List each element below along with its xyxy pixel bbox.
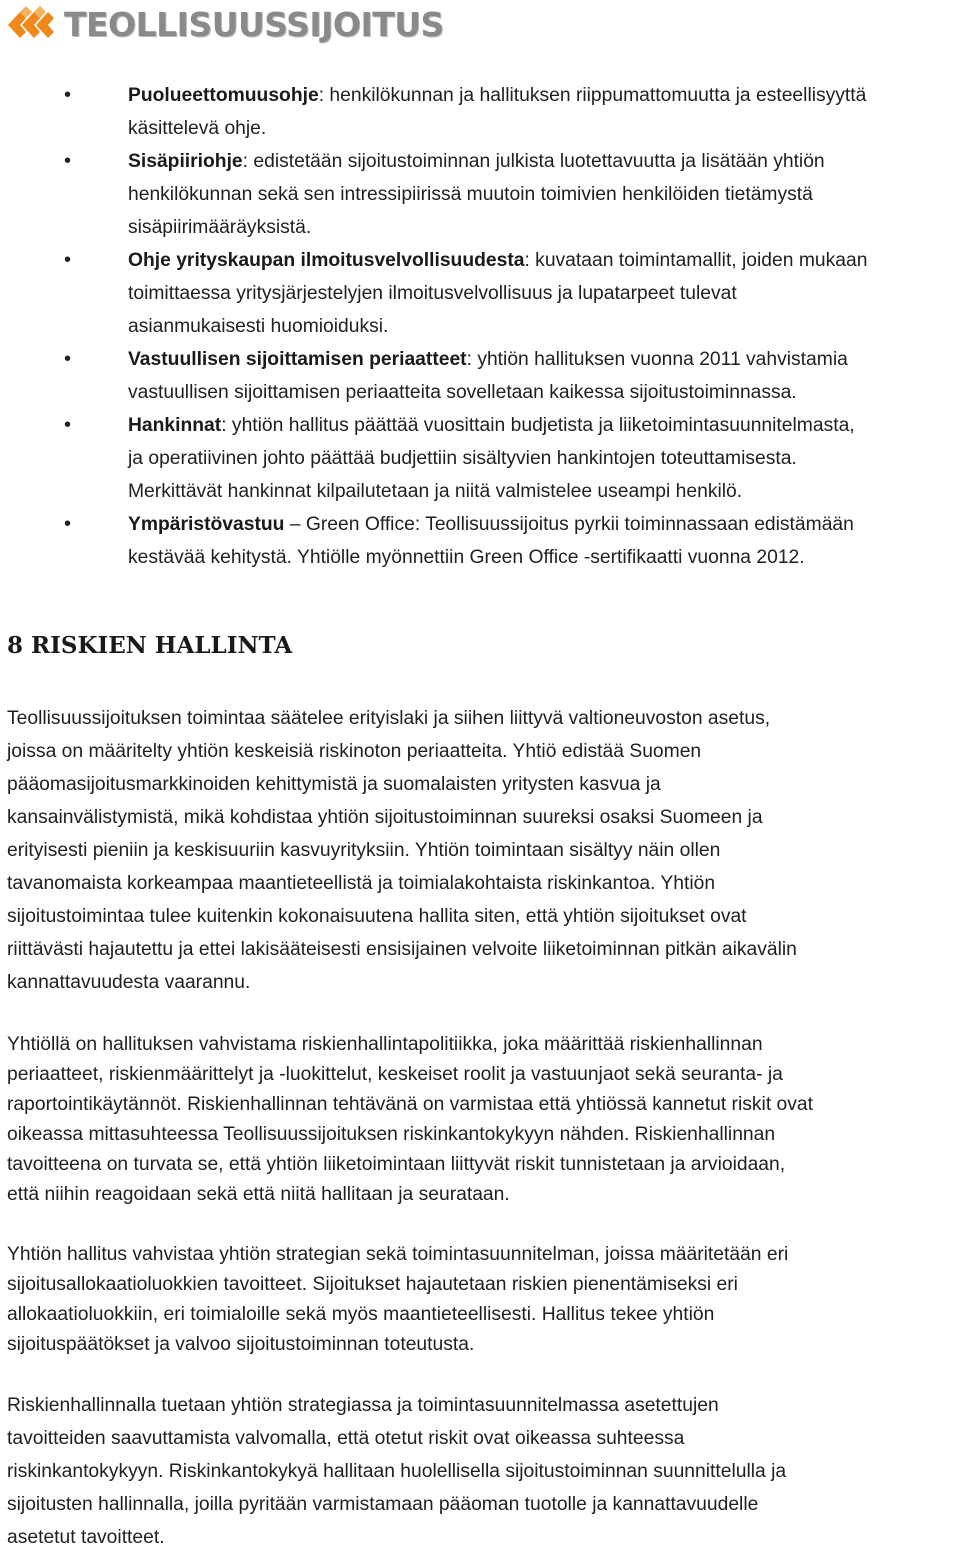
paragraph-line: sijoitustoimintaa tulee kuitenkin kokonaisuutena hallita siten, että yhtiön sijoitukset ovat [7, 906, 747, 927]
logo-mark-icon [6, 2, 62, 48]
paragraph-riskinotto [7, 702, 957, 999]
governance-bullet-list [64, 79, 960, 574]
bullet-text: asianmukaisesti huomioiduksi. [128, 316, 389, 337]
paragraph-line: pääomasijoitusmarkkinoiden kehittymistä ja suomalaisten yritysten kasvua ja [7, 774, 661, 795]
paragraph-line: tavoitteiden saavuttamista valvomalla, että otetut riskit ovat oikeassa suhteessa [7, 1428, 685, 1449]
bullet-text: : yhtiön hallituksen vuonna 2011 vahvistamia [466, 349, 848, 370]
bullet-text: toimittaessa yritysjärjestelyjen ilmoitusvelvollisuus ja lupatarpeet tulevat [128, 283, 737, 304]
bullet-icon: • [64, 249, 72, 271]
paragraph-line: asetetut tavoitteet. [7, 1527, 165, 1548]
bullet-item-hankinnat [64, 409, 960, 508]
bullet-text: henkilökunnan sekä sen intressipiirissä muutoin toimivien henkilöiden tietämystä [128, 184, 813, 205]
paragraph-line: Yhtiöllä on hallituksen vahvistama riskienhallintapolitiikka, joka määrittää riskienhallinnan [7, 1034, 763, 1055]
bullet-text: kestävää kehitystä. Yhtiölle myönnettiin Green Office -sertifikaatti vuonna 2012. [128, 547, 805, 568]
bullet-term: Ympäristövastuu [128, 514, 285, 535]
paragraph-line: riskinkantokykyyn. Riskinkantokykyä hallitaan huolellisella sijoitustoiminnan suunnittelulla ja [7, 1461, 787, 1482]
bullet-term: Puolueettomuusohje [128, 85, 319, 106]
company-logo [6, 2, 444, 48]
bullet-text: Merkittävät hankinnat kilpailutetaan ja niitä valmistelee useampi henkilö. [128, 481, 743, 502]
paragraph-line: sijoitusallokaatioluokkien tavoitteet. Sijoitukset hajautetaan riskien pienentämiseksi eri [7, 1274, 738, 1295]
paragraph-line: Yhtiön hallitus vahvistaa yhtiön strategian sekä toimintasuunnitelman, joissa määritetään eri [7, 1244, 789, 1265]
paragraph-line: Riskienhallinnalla tuetaan yhtiön strategiassa ja toimintasuunnitelmassa asetettujen [7, 1395, 719, 1416]
paragraph-line: sijoituspäätökset ja valvoo sijoitustoiminnan toteutusta. [7, 1334, 475, 1355]
paragraph-line: kannattavuudesta vaarannu. [7, 972, 251, 993]
bullet-text: : yhtiön hallitus päättää vuosittain budjetista ja liiketoimintasuunnitelmasta, [221, 415, 855, 436]
paragraph-riskienhallintapolitiikka [7, 1030, 957, 1210]
paragraph-line: että niihin reagoidaan sekä että niitä hallitaan ja seurataan. [7, 1184, 510, 1205]
bullet-term: Vastuullisen sijoittamisen periaatteet [128, 349, 467, 370]
bullet-item-vastuullinen-sijoittaminen [64, 343, 960, 409]
bullet-term: Sisäpiiriohje [128, 151, 243, 172]
bullet-text: : edistetään sijoitustoiminnan julkista luotettavuutta ja lisätään yhtiön [242, 151, 825, 172]
paragraph-strategia [7, 1240, 957, 1360]
paragraph-line: tavoitteena on turvata se, että yhtiön liiketoimintaan liittyvät riskit tunnistetaan ja arvioidaan, [7, 1154, 786, 1175]
bullet-text: vastuullisen sijoittamisen periaatteita sovelletaan kaikessa sijoitustoiminnassa. [128, 382, 797, 403]
paragraph-line: riittävästi hajautettu ja ettei lakisääteisesti ensisijainen velvoite liiketoiminnan pitkän aikavälin [7, 939, 797, 960]
bullet-text: ja operatiivinen johto päättää budjettiin sisältyvien hankintojen toteuttamisesta. [128, 448, 797, 469]
bullet-item-yrityskauppa [64, 244, 960, 343]
bullet-text: : henkilökunnan ja hallituksen riippumattomuutta ja esteellisyyttä [318, 85, 867, 106]
paragraph-line: tavanomaista korkeampaa maantieteellistä ja toimialakohtaista riskinkantoa. Yhtiön [7, 873, 716, 894]
paragraph-line: Teollisuussijoituksen toimintaa säätelee erityislaki ja siihen liittyvä valtioneuvoston asetus, [7, 708, 771, 729]
bullet-term: Ohje yrityskaupan ilmoitusvelvollisuudesta [128, 250, 525, 271]
bullet-text: sisäpiirimääräyksistä. [128, 217, 312, 238]
paragraph-line: erityisesti pieniin ja keskisuuriin kasvuyrityksiin. Yhtiön toimintaan sisältyy näin ollen [7, 840, 721, 861]
paragraph-line: allokaatioluokkiin, eri toimialoille sekä myös maantieteellisesti. Hallitus tekee yhtiön [7, 1304, 715, 1325]
bullet-icon: • [64, 84, 72, 106]
paragraph-riskinkantokyky [7, 1389, 957, 1554]
bullet-icon: • [64, 513, 72, 535]
bullet-icon: • [64, 150, 72, 172]
bullet-icon: • [64, 348, 72, 370]
paragraph-line: kansainvälistymistä, mikä kohdistaa yhtiön sijoitustoiminnan suureksi osaksi Suomeen ja [7, 807, 763, 828]
bullet-item-sisapiiriohje [64, 145, 960, 244]
paragraph-line: sijoitusten hallinnalla, joilla pyritään varmistamaan pääoman tuotolle ja kannattavuudelle [7, 1494, 759, 1515]
bullet-icon: • [64, 414, 72, 436]
paragraph-line: raportointikäytännöt. Riskienhallinnan tehtävänä on varmistaa että yhtiössä kannetut riskit ovat [7, 1094, 813, 1115]
bullet-item-ymparistovastuu [64, 508, 960, 574]
bullet-term: Hankinnat [128, 415, 222, 436]
section-heading: 8 RISKIEN HALLINTA [7, 632, 293, 659]
paragraph-line: joissa on määritelty yhtiön keskeisiä riskinoton periaatteita. Yhtiö edistää Suomen [7, 741, 702, 762]
bullet-item-puolueettomuusohje [64, 79, 960, 145]
bullet-text: käsittelevä ohje. [128, 118, 267, 139]
bullet-text: – Green Office: Teollisuussijoitus pyrkii toiminnassaan edistämään [284, 514, 854, 535]
logo-wordmark: TEOLLISUUSSIJOITUS [64, 5, 444, 44]
paragraph-line: periaatteet, riskienmäärittelyt ja -luokittelut, keskeiset roolit ja vastuunjaot sekä seuranta- ja [7, 1064, 783, 1085]
bullet-text: : kuvataan toimintamallit, joiden mukaan [524, 250, 868, 271]
paragraph-line: oikeassa mittasuhteessa Teollisuussijoituksen riskinkantokykyyn nähden. Riskienhallinnan [7, 1124, 776, 1145]
